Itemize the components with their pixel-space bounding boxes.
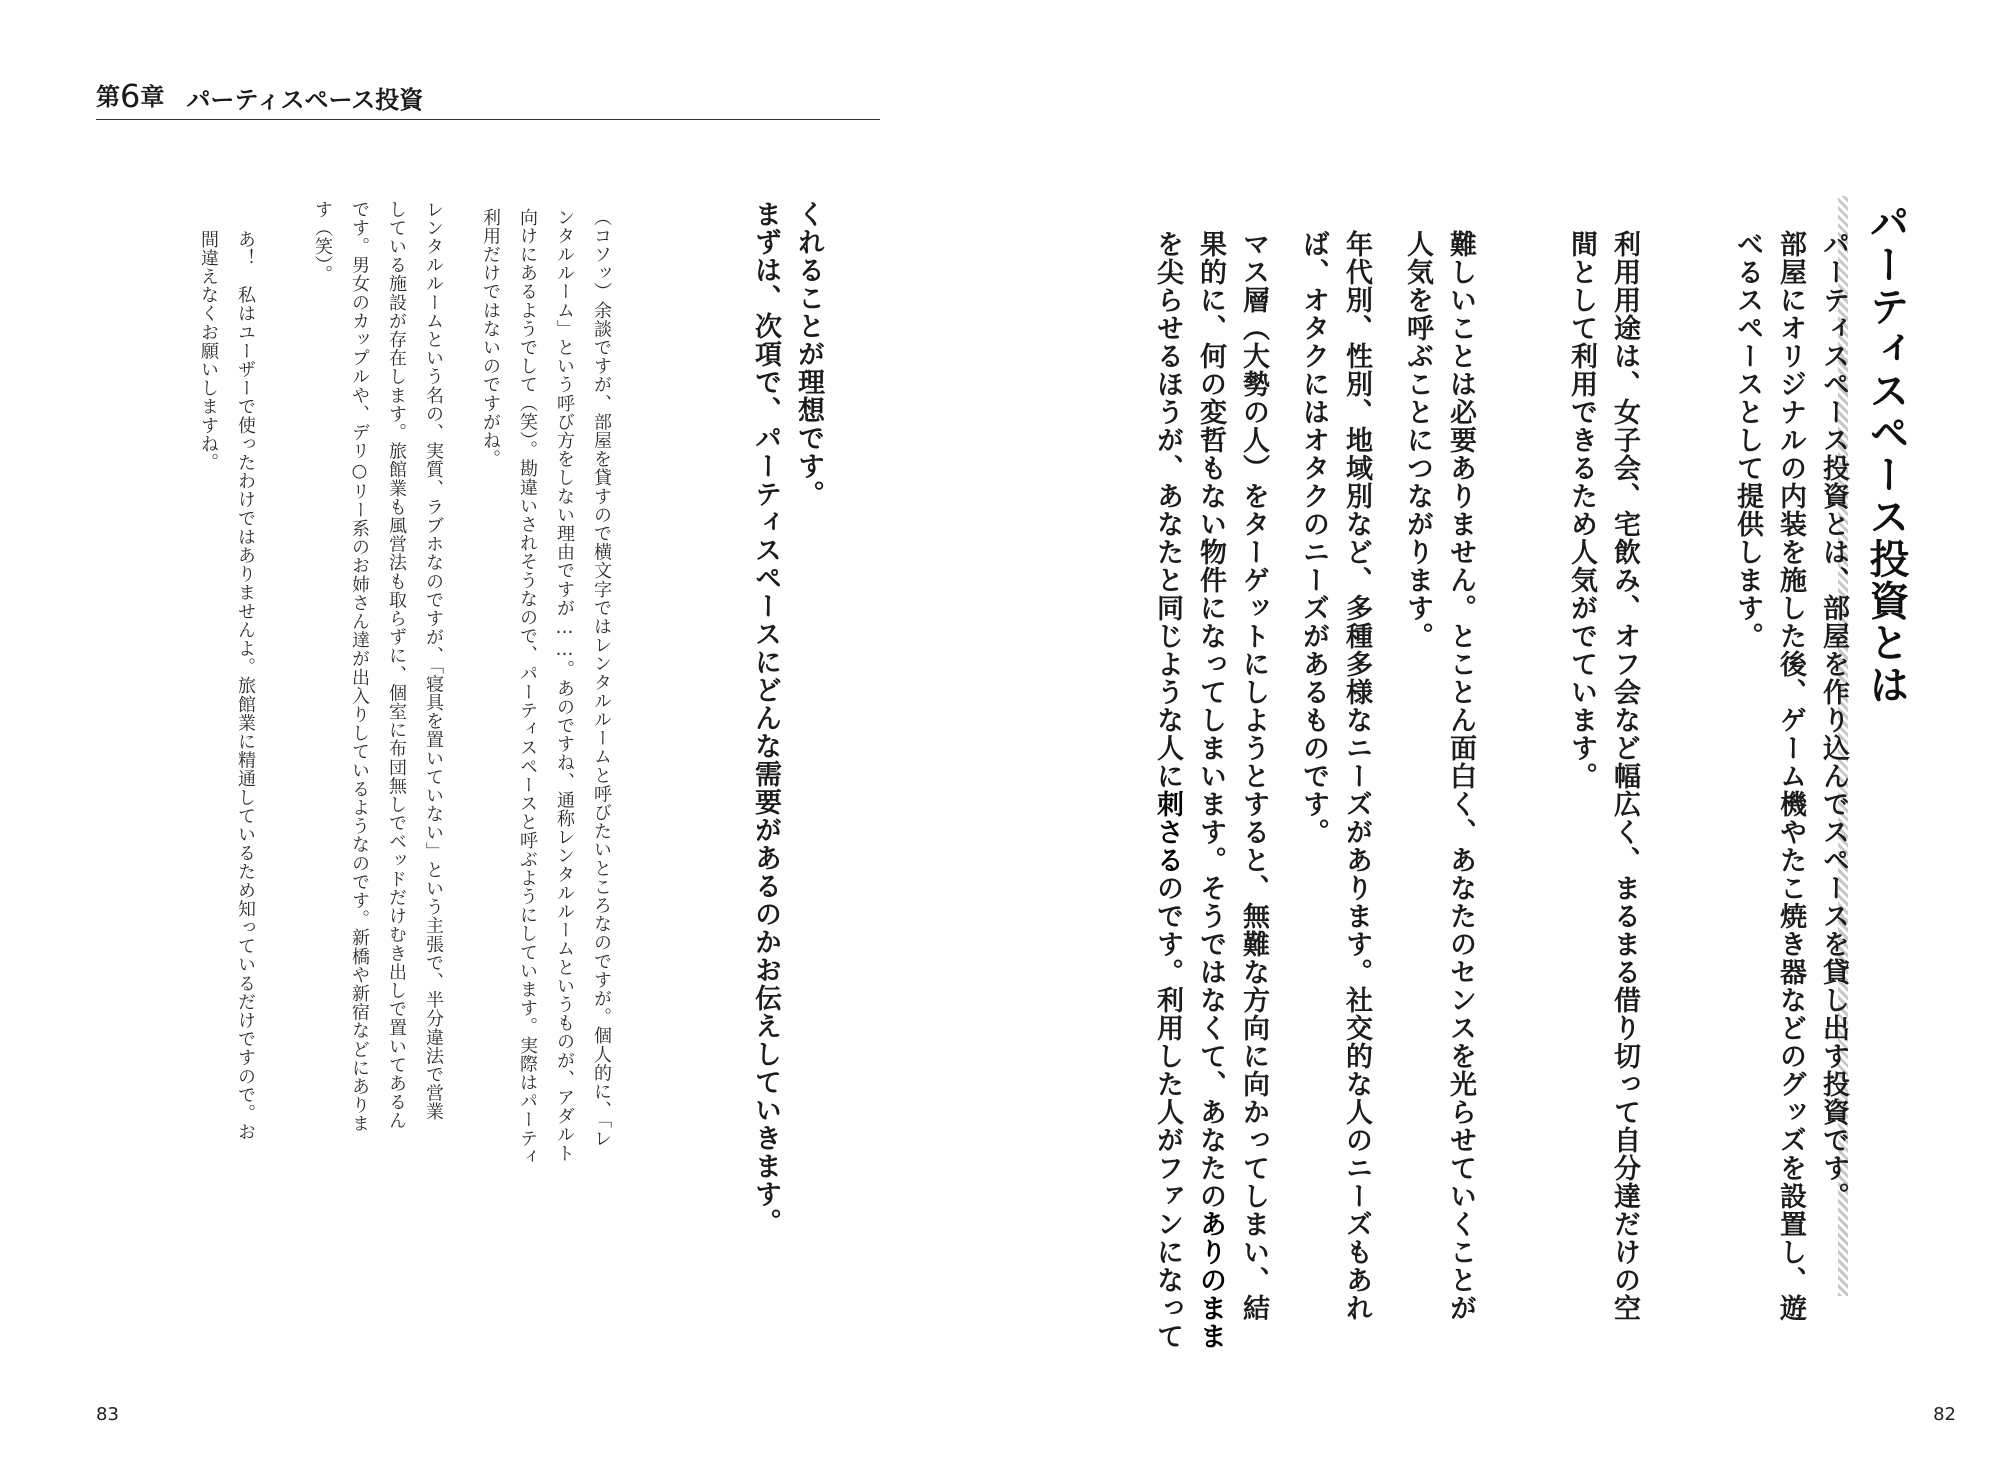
paragraph-5-part-b: を尖らせるほうが、あなたと同じような人に: [1152, 230, 1183, 790]
paragraph-5-part-a: マス層（大勢の人）をターゲットにしようとすると、無難な方向に向かってしまい、結 果的に、何の変哲もない物件になってしまいます。そうではなくて、あなたの: [1195, 230, 1269, 1322]
paragraph-3: 難しいことは必要ありません。とことん面白く、あなたのセンスを光らせていくことが 人気を呼ぶことにつながります。: [1402, 230, 1476, 1322]
chapter-number: 6: [120, 77, 141, 115]
emphasis-arinomama: ありのまま: [1195, 1210, 1226, 1350]
paragraph-4: 年代別、性別、地域別など、多種多様なニーズがあります。社交的な人のニーズもあれ ば、オタクにはオタクのニーズがあるものです。: [1298, 230, 1372, 1322]
chapter-suffix: 章: [140, 83, 165, 111]
page-number-left: 83: [96, 1404, 119, 1425]
aside-note-1: （コソッ）余談ですが、部屋を貸すので横文字ではレンタルルームと呼びたいところなのですが。個人的に、「レ ンタルルーム」という呼び方をしない理由ですが……。あのですね、通称レンタルルームというものが、アダルト 向けにあるようでして（笑）。勘違いされそうなので、パーティスペースと呼ぶようにしています。実際はパーティ 利用だけではないのですがね。: [480, 208, 612, 1167]
page-number-right: 82: [1933, 1404, 1956, 1425]
section-heading-text: パーティスペース投資とは: [1863, 202, 1909, 706]
left-main-text: くれることが理想です。 まずは、次項で、パーティスペースにどんな需要があるのかお伝えしていきます。: [750, 200, 824, 1236]
paragraph-2: 利用用途は、女子会、宅飲み、オフ会など幅広く、まるまる借り切って自分達だけの空 間として利用できるため人気がでています。: [1566, 230, 1640, 1322]
paragraph-1: パーティスペース投資とは、部屋を作り込んでスペースを貸し出す投資です。 部屋にオリジナルの内装を施した後、ゲーム機やたこ焼き器などのグッズを設置し、遊 べるスペースとして提供します。: [1732, 230, 1849, 1322]
emphasis-sasaru: 刺さる: [1152, 790, 1183, 874]
chapter-title: パーティスペース投資: [186, 86, 424, 114]
aside-note-3: あ！ 私はユーザーで使ったわけではありませんよ。旅館業に精通しているため知っているだけですので。お 間違えなくお願いしますね。: [198, 230, 256, 1142]
chapter-label: [96, 77, 164, 115]
chapter-prefix: 第: [96, 83, 120, 111]
aside-note-2: レンタルルームという名の、実質、ラブホなのですが、「寝具を置いていない」という主張で、半分違法で営業 している施設が存在します。旅館業も風営法も取らずに、個室に布団無しでベッドだけむき出しで置いてあるん です。男女のカップルや、デリ○リー系のお姉さん達が出入りしているようなのです。新橋や新宿などにありま す（笑）。: [312, 200, 444, 1133]
paragraph-5-part-c: のです。利用した人がファンになって: [1152, 874, 1183, 1350]
running-header: [96, 77, 880, 120]
paragraph-5: [1146, 230, 1275, 1350]
